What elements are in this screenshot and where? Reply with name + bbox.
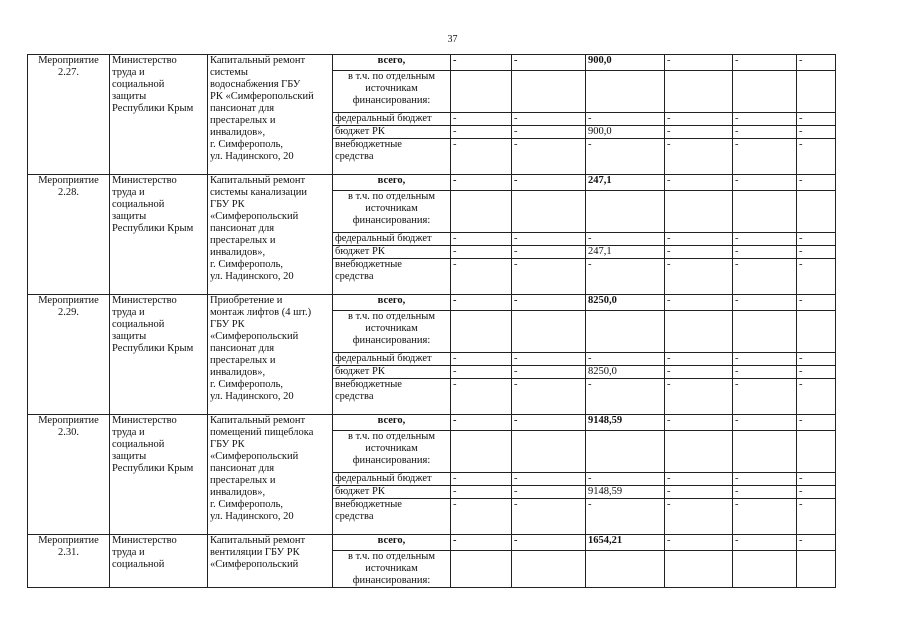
dash-cell: - [733,246,797,259]
dash-cell: - [586,353,665,366]
dash-cell: - [512,126,586,139]
dash-cell: - [665,353,733,366]
executor-cell: Министерство труда и социальной защиты Республики Крым [110,295,208,415]
dash-cell: - [797,55,836,71]
empty-cell [586,431,665,473]
dash-cell: - [512,379,586,415]
dash-cell: - [512,366,586,379]
funding-source-label: внебюджетные средства [333,379,451,415]
page-number: 37 [447,34,458,45]
dash-cell: - [733,175,797,191]
measure-title: Капитальный ремонт помещений пищеблока ГБУ РК «Симферопольский пансионат для престарелых и инвалидов», г. Симферополь, ул. Надинского, 20 [208,415,333,535]
dash-cell: - [665,499,733,535]
executor-cell: Министерство труда и социальной защиты Республики Крым [110,55,208,175]
dash-cell: - [733,233,797,246]
dash-cell: - [665,246,733,259]
measure-title: Капитальный ремонт системы канализации ГБУ РК «Симферопольский пансионат для престарелых и инвалидов», г. Симферополь, ул. Надинского, 20 [208,175,333,295]
dash-cell: - [733,353,797,366]
financing-table [27,54,836,588]
table-row [28,175,836,191]
dash-cell: - [665,295,733,311]
dash-cell: - [451,113,512,126]
dash-cell: - [451,535,512,551]
funding-source-label: бюджет РК [333,246,451,259]
dash-cell: - [733,259,797,295]
dash-cell: - [451,353,512,366]
dash-cell: - [733,366,797,379]
empty-cell [665,431,733,473]
dash-cell: - [512,353,586,366]
dash-cell: - [512,535,586,551]
empty-cell [512,311,586,353]
funding-source-label: в т.ч. по отдельным источникам финансирования: [333,191,451,233]
table-row [28,535,836,551]
measure-number: Мероприятие 2.28. [28,175,110,295]
table-row [28,415,836,431]
dash-cell: - [797,473,836,486]
empty-cell [665,311,733,353]
dash-cell: - [586,139,665,175]
dash-cell: - [451,233,512,246]
dash-cell: - [586,499,665,535]
dash-cell: - [451,379,512,415]
amount-cell: 9148,59 [586,415,665,431]
amount-cell: 247,1 [586,246,665,259]
empty-cell [797,431,836,473]
empty-cell [797,311,836,353]
dash-cell: - [512,295,586,311]
dash-cell: - [665,535,733,551]
amount-cell: 1654,21 [586,535,665,551]
empty-cell [665,551,733,588]
dash-cell: - [512,473,586,486]
dash-cell: - [586,473,665,486]
amount-cell: 9148,59 [586,486,665,499]
measure-title: Приобретение и монтаж лифтов (4 шт.) ГБУ РК «Симферопольский пансионат для престарелых и инвалидов», г. Симферополь, ул. Надинского, 20 [208,295,333,415]
dash-cell: - [512,246,586,259]
dash-cell: - [665,126,733,139]
funding-source-label: внебюджетные средства [333,259,451,295]
funding-source-label: всего, [333,295,451,311]
dash-cell: - [586,379,665,415]
dash-cell: - [586,259,665,295]
funding-source-label: в т.ч. по отдельным источникам финансирования: [333,71,451,113]
dash-cell: - [797,295,836,311]
amount-cell: 900,0 [586,55,665,71]
dash-cell: - [451,126,512,139]
dash-cell: - [665,486,733,499]
dash-cell: - [733,55,797,71]
funding-source-label: бюджет РК [333,366,451,379]
empty-cell [512,551,586,588]
empty-cell [797,191,836,233]
measure-number: Мероприятие 2.27. [28,55,110,175]
dash-cell: - [797,353,836,366]
amount-cell: 247,1 [586,175,665,191]
funding-source-label: федеральный бюджет [333,473,451,486]
dash-cell: - [665,259,733,295]
dash-cell: - [665,139,733,175]
dash-cell: - [797,113,836,126]
executor-cell: Министерство труда и социальной защиты Республики Крым [110,415,208,535]
measure-number: Мероприятие 2.30. [28,415,110,535]
funding-source-label: в т.ч. по отдельным источникам финансирования: [333,311,451,353]
table-row [28,295,836,311]
measure-title: Капитальный ремонт системы водоснабжения ГБУ РК «Симферопольский пансионат для престарелых и инвалидов», г. Симферополь, ул. Надинского, 20 [208,55,333,175]
funding-source-label: бюджет РК [333,486,451,499]
empty-cell [733,71,797,113]
empty-cell [586,191,665,233]
funding-source-label: внебюджетные средства [333,139,451,175]
dash-cell: - [451,246,512,259]
dash-cell: - [665,233,733,246]
measure-title: Капитальный ремонт вентиляции ГБУ РК «Симферопольский [208,535,333,588]
dash-cell: - [733,295,797,311]
dash-cell: - [665,55,733,71]
dash-cell: - [797,415,836,431]
empty-cell [512,431,586,473]
empty-cell [797,71,836,113]
funding-source-label: всего, [333,175,451,191]
dash-cell: - [586,113,665,126]
funding-source-label: всего, [333,535,451,551]
empty-cell [586,311,665,353]
dash-cell: - [665,366,733,379]
funding-source-label: федеральный бюджет [333,233,451,246]
funding-source-label: федеральный бюджет [333,113,451,126]
empty-cell [733,311,797,353]
dash-cell: - [512,486,586,499]
dash-cell: - [733,486,797,499]
funding-source-label: всего, [333,415,451,431]
dash-cell: - [512,259,586,295]
dash-cell: - [512,499,586,535]
dash-cell: - [665,379,733,415]
dash-cell: - [665,175,733,191]
dash-cell: - [451,499,512,535]
executor-cell: Министерство труда и социальной защиты Республики Крым [110,175,208,295]
table-row [28,55,836,71]
dash-cell: - [733,139,797,175]
dash-cell: - [512,415,586,431]
dash-cell: - [512,139,586,175]
dash-cell: - [733,473,797,486]
funding-source-label: всего, [333,55,451,71]
dash-cell: - [512,113,586,126]
dash-cell: - [586,233,665,246]
empty-cell [451,71,512,113]
dash-cell: - [665,415,733,431]
amount-cell: 8250,0 [586,366,665,379]
dash-cell: - [797,246,836,259]
dash-cell: - [665,113,733,126]
dash-cell: - [512,175,586,191]
executor-cell: Министерство труда и социальной [110,535,208,588]
empty-cell [665,191,733,233]
dash-cell: - [512,55,586,71]
dash-cell: - [797,233,836,246]
dash-cell: - [451,473,512,486]
dash-cell: - [451,259,512,295]
empty-cell [797,551,836,588]
measure-number: Мероприятие 2.29. [28,295,110,415]
dash-cell: - [797,486,836,499]
dash-cell: - [797,126,836,139]
funding-source-label: федеральный бюджет [333,353,451,366]
empty-cell [733,551,797,588]
dash-cell: - [665,473,733,486]
empty-cell [733,191,797,233]
dash-cell: - [451,55,512,71]
empty-cell [586,551,665,588]
funding-source-label: в т.ч. по отдельным источникам финансирования: [333,551,451,588]
dash-cell: - [451,295,512,311]
amount-cell: 8250,0 [586,295,665,311]
dash-cell: - [451,486,512,499]
dash-cell: - [733,126,797,139]
dash-cell: - [733,535,797,551]
empty-cell [665,71,733,113]
dash-cell: - [451,139,512,175]
dash-cell: - [797,175,836,191]
empty-cell [586,71,665,113]
empty-cell [733,431,797,473]
dash-cell: - [451,366,512,379]
dash-cell: - [797,366,836,379]
empty-cell [451,551,512,588]
measure-number: Мероприятие 2.31. [28,535,110,588]
empty-cell [451,431,512,473]
dash-cell: - [797,259,836,295]
dash-cell: - [797,139,836,175]
amount-cell: 900,0 [586,126,665,139]
dash-cell: - [451,415,512,431]
funding-source-label: в т.ч. по отдельным источникам финансирования: [333,431,451,473]
dash-cell: - [512,233,586,246]
dash-cell: - [797,535,836,551]
dash-cell: - [733,113,797,126]
dash-cell: - [733,415,797,431]
dash-cell: - [797,499,836,535]
empty-cell [512,191,586,233]
dash-cell: - [733,499,797,535]
funding-source-label: внебюджетные средства [333,499,451,535]
funding-source-label: бюджет РК [333,126,451,139]
dash-cell: - [797,379,836,415]
empty-cell [451,191,512,233]
dash-cell: - [451,175,512,191]
empty-cell [512,71,586,113]
dash-cell: - [733,379,797,415]
empty-cell [451,311,512,353]
